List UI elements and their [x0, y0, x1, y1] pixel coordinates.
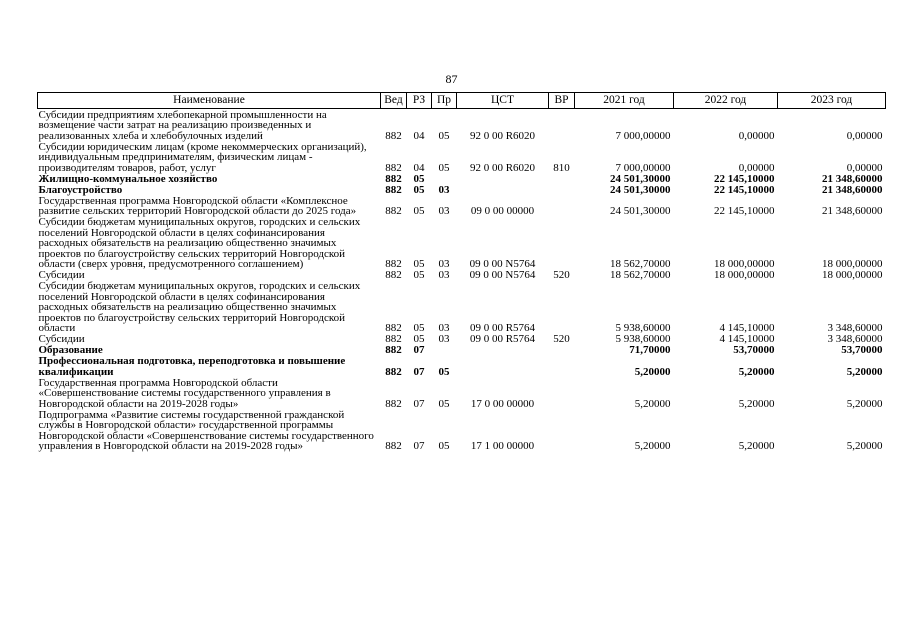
cell-2022: 22 145,10000	[714, 183, 775, 196]
header-2023: 2023 год	[778, 93, 886, 109]
cell-2021: 5 938,60000	[615, 333, 671, 345]
cell-pr: 03	[438, 322, 450, 334]
cell-2021: 24 501,30000	[610, 172, 671, 185]
cell-pr: 05	[438, 129, 450, 142]
cell-name: Государственная программа Новгородской области «Совершенствование системы государственного управления в Новгородской области на 2019-2028 годы»	[38, 376, 331, 410]
cell-cst	[457, 356, 549, 378]
header-pr: Пр	[432, 93, 457, 109]
cell-rz: 04	[413, 161, 425, 174]
cell-pr: 03	[438, 183, 450, 196]
cell-rz: 07	[413, 365, 425, 378]
cell-2023: 3 348,60000	[827, 322, 883, 334]
table-row	[38, 195, 886, 217]
cell-rz: 05	[413, 205, 425, 217]
cell-ved: 882	[385, 365, 402, 378]
cell-2022: 4 145,10000	[719, 322, 775, 334]
table-row	[38, 270, 886, 281]
table-header	[38, 93, 886, 109]
cell-2023: 18 000,00000	[822, 269, 883, 281]
cell-ved: 882	[385, 333, 402, 345]
cell-ved: 882	[385, 269, 402, 281]
cell-cst: 17 0 00 00000	[470, 397, 535, 410]
table-row	[38, 334, 886, 345]
cell-name: Субсидии	[38, 333, 85, 345]
cell-2023: 21 348,60000	[822, 205, 883, 217]
cell-name: Подпрограмма «Развитие системы государственной гражданской службы в Новгородской области» государственной программы Новгородской области «Совершенствование системы государственного управления в Новгородской области на 2019-2028 годы»	[38, 408, 374, 452]
cell-rz: 05	[413, 269, 425, 281]
cell-cst: 09 0 00 R5764	[469, 333, 536, 345]
cell-name: Образование	[38, 344, 103, 356]
cell-2023: 21 348,60000	[822, 183, 883, 196]
cell-pr: 03	[438, 269, 450, 281]
cell-ved: 882	[385, 205, 402, 217]
cell-2021: 5,20000	[634, 397, 671, 410]
cell-2021: 18 562,70000	[610, 269, 671, 281]
cell-vr	[549, 217, 575, 270]
cell-vr: 520	[553, 269, 570, 281]
cell-pr: 03	[438, 205, 450, 217]
cell-vr: 810	[553, 161, 570, 174]
header-cst: ЦСТ	[457, 93, 549, 109]
cell-2022: 22 145,10000	[714, 205, 775, 217]
cell-2021: 5,20000	[634, 365, 671, 378]
cell-2021: 7 000,00000	[615, 161, 671, 174]
table-row	[38, 281, 886, 334]
cell-2023: 18 000,00000	[822, 258, 883, 270]
cell-vr	[549, 345, 575, 356]
cell-rz: 07	[413, 397, 425, 410]
cell-2022: 18 000,00000	[714, 269, 775, 281]
table-body	[38, 109, 886, 452]
cell-ved: 882	[385, 129, 402, 142]
cell-pr: 03	[438, 333, 450, 345]
cell-2022: 22 145,10000	[714, 172, 775, 185]
cell-name: Субсидии юридическим лицам (кроме некоммерческих организаций), индивидуальным предпринимателям, физическим лицам - производителям товаров, работ, услуг	[38, 140, 367, 174]
header-2021: 2021 год	[575, 93, 674, 109]
header-vr: ВР	[549, 93, 575, 109]
cell-cst	[457, 173, 549, 184]
cell-pr: 05	[438, 161, 450, 174]
cell-pr: 03	[438, 258, 450, 270]
cell-name: Субсидии	[38, 269, 85, 281]
header-rz: РЗ	[407, 93, 432, 109]
cell-2021: 24 501,30000	[610, 205, 671, 217]
cell-cst: 92 0 00 R6020	[469, 129, 536, 142]
cell-2021: 5,20000	[634, 440, 671, 452]
cell-rz: 05	[413, 172, 425, 185]
cell-rz: 05	[413, 183, 425, 196]
cell-2023: 5,20000	[846, 365, 883, 378]
cell-2021: 24 501,30000	[610, 183, 671, 196]
cell-name: Благоустройство	[38, 183, 123, 196]
cell-2022: 5,20000	[738, 397, 775, 410]
cell-2022: 4 145,10000	[719, 333, 775, 345]
cell-rz: 04	[413, 129, 425, 142]
cell-2023: 5,20000	[846, 440, 883, 452]
header-name: Наименование	[38, 93, 381, 109]
cell-2022: 0,00000	[738, 129, 775, 142]
cell-pr	[432, 345, 457, 356]
table-row	[38, 184, 886, 195]
cell-rz: 07	[413, 440, 425, 452]
cell-rz: 05	[413, 333, 425, 345]
table-row	[38, 345, 886, 356]
cell-cst: 09 0 00 R5764	[469, 322, 536, 334]
table-row	[38, 173, 886, 184]
cell-cst	[457, 184, 549, 195]
cell-ved: 882	[385, 258, 402, 270]
cell-cst: 09 0 00 N5764	[469, 258, 536, 270]
cell-cst	[457, 345, 549, 356]
cell-2023: 0,00000	[846, 161, 883, 174]
cell-name: Субсидии предприятиям хлебопекарной промышленности на возмещение части затрат на реализацию произведенных и реализованных хлеба и хлебобулочных изделий	[38, 108, 327, 142]
table-row	[38, 217, 886, 270]
header-ved: Вед	[381, 93, 407, 109]
cell-2022: 53,70000	[733, 344, 775, 356]
cell-2023: 21 348,60000	[822, 172, 883, 185]
header-2022: 2022 год	[674, 93, 778, 109]
cell-vr	[549, 377, 575, 409]
table-row	[38, 109, 886, 142]
table-row	[38, 141, 886, 173]
cell-cst: 92 0 00 R6020	[469, 161, 536, 174]
table-row	[38, 356, 886, 378]
header-row	[38, 93, 886, 109]
table-row	[38, 409, 886, 452]
cell-2023: 3 348,60000	[827, 333, 883, 345]
cell-vr: 520	[553, 333, 570, 345]
cell-ved: 882	[385, 397, 402, 410]
cell-vr	[549, 356, 575, 378]
page-number: 87	[445, 72, 458, 86]
cell-2023: 0,00000	[846, 129, 883, 142]
cell-2021: 7 000,00000	[615, 129, 671, 142]
cell-pr	[432, 173, 457, 184]
cell-2023: 5,20000	[846, 397, 883, 410]
cell-cst: 09 0 00 00000	[470, 205, 535, 217]
cell-cst: 17 1 00 00000	[470, 440, 535, 452]
cell-rz: 05	[413, 322, 425, 334]
cell-2022: 5,20000	[738, 365, 775, 378]
cell-vr	[549, 281, 575, 334]
cell-ved: 882	[385, 440, 402, 452]
cell-vr	[549, 173, 575, 184]
cell-vr	[549, 409, 575, 452]
table-row	[38, 377, 886, 409]
cell-name: Государственная программа Новгородской области «Комплексное развитие сельских территорий Новгородской области до 2025 года»	[38, 194, 357, 217]
cell-name: Жилищно-коммунальное хозяйство	[38, 172, 218, 185]
cell-ved: 882	[385, 172, 402, 185]
cell-2021: 18 562,70000	[610, 258, 671, 270]
cell-vr	[549, 195, 575, 217]
cell-2023: 53,70000	[841, 344, 883, 356]
cell-pr: 05	[438, 397, 450, 410]
cell-vr	[549, 184, 575, 195]
cell-pr: 05	[438, 440, 450, 452]
budget-table	[37, 92, 886, 452]
cell-2022: 0,00000	[738, 161, 775, 174]
cell-ved: 882	[385, 322, 402, 334]
cell-2022: 18 000,00000	[714, 258, 775, 270]
cell-rz: 05	[413, 258, 425, 270]
cell-ved: 882	[385, 161, 402, 174]
cell-ved: 882	[385, 183, 402, 196]
cell-ved: 882	[385, 344, 402, 356]
cell-cst: 09 0 00 N5764	[469, 269, 536, 281]
cell-2021: 71,70000	[629, 344, 671, 356]
cell-pr: 05	[438, 365, 450, 378]
cell-vr	[549, 109, 575, 142]
cell-name: Профессиональная подготовка, переподготовка и повышение квалификации	[38, 355, 346, 378]
cell-2022: 5,20000	[738, 440, 775, 452]
cell-2021: 5 938,60000	[615, 322, 671, 334]
cell-name: Субсидии бюджетам муниципальных округов, городских и сельских поселений Новгородской области в целях софинансирования расходных обязательств на реализацию общественно значимых проектов по благоустройству сельских территорий Новгородской области	[38, 280, 361, 334]
cell-rz: 07	[413, 344, 425, 356]
cell-name: Субсидии бюджетам муниципальных округов, городских и сельских поселений Новгородской области в целях софинансирования расходных обязательств на реализацию общественно значимых проектов по благоустройству сельских территорий Новгородской области (сверх уровня, предусмотренного соглашением)	[38, 216, 361, 270]
